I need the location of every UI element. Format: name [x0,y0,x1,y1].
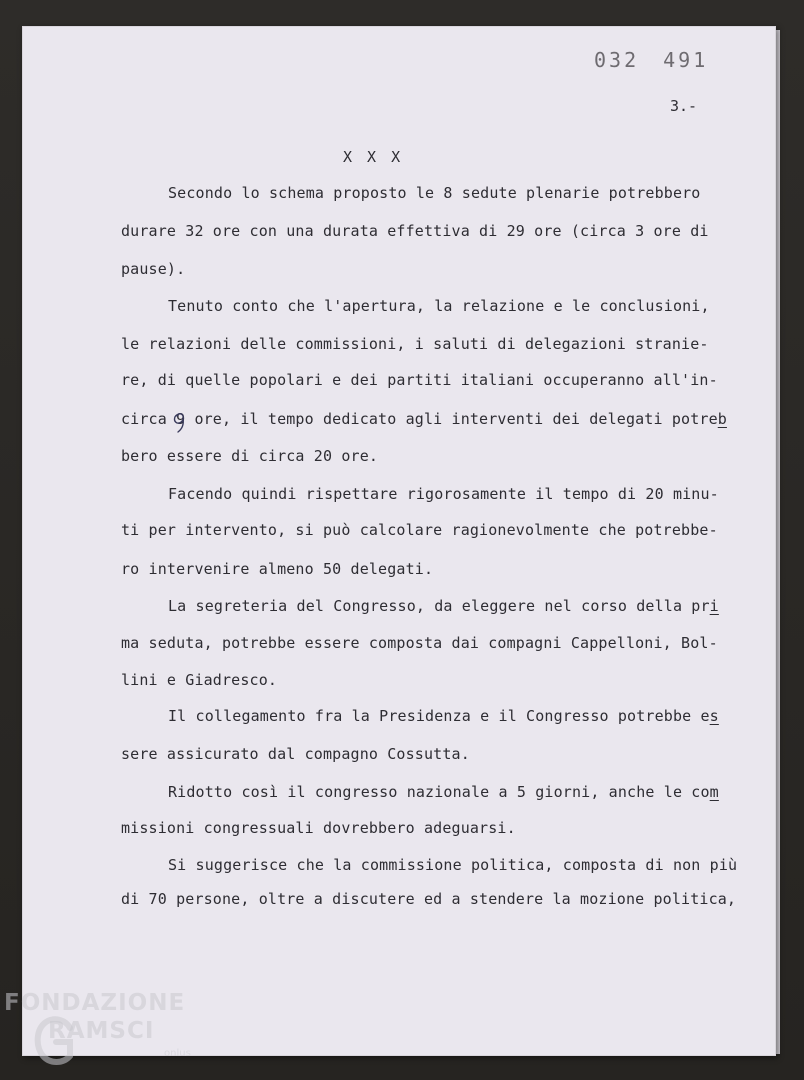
archive-number-part-1: 032 [594,48,640,72]
line-text: ma seduta, potrebbe essere composta dai compagni Cappelloni, Bol- [121,634,718,652]
typed-line [121,335,709,353]
line-text: circa 9 ore, il tempo dedicato agli interventi dei delegati potre [121,410,718,428]
line-text: re, di quelle popolari e dei partiti italiani occuperanno all'in- [121,371,718,389]
line-text: ti per intervento, si può calcolare ragionevolmente che potrebbe- [121,521,718,539]
line-text: sere assicurato dal compagno Cossutta. [121,745,470,763]
line-text: Si suggerisce che la commissione politica, composta di non più [168,856,738,874]
typed-line [168,485,719,503]
page-number: 3.- [670,97,698,115]
underlined-text: i [709,597,719,615]
line-text: lini e Giadresco. [121,671,278,689]
typed-line [168,783,719,801]
underlined-text: m [709,783,719,801]
watermark-suffix: onlus [164,1048,191,1059]
typed-line [121,560,433,578]
line-text: La segreteria del Congresso, da eleggere nel corso della pr [168,597,710,615]
typed-line [168,297,710,315]
archive-number-part-2: 491 [663,48,709,72]
line-text: durare 32 ore con una durata effettiva di 29 ore (circa 3 ore di [121,222,709,240]
line-text: le relazioni delle commissioni, i saluti di delegazioni straniе- [121,335,709,353]
typed-line [121,371,718,389]
typed-line [121,890,736,908]
line-text: missioni congressuali dovrebbero adeguarsi. [121,819,516,837]
typed-line [121,819,516,837]
typed-line [121,521,718,539]
line-text: Facendo quindi rispettare rigorosamente il tempo di 20 minu- [168,485,719,503]
watermark-line-2: RAMSCI [48,1018,155,1044]
underlined-text: s [709,707,719,725]
archive-stamp-number [594,48,708,72]
typed-line [121,410,727,428]
typed-line [121,260,185,278]
typed-line [121,671,277,689]
typed-line [168,707,719,725]
underlined-text: b [717,410,727,428]
line-text: pause). [121,260,186,278]
typed-line [121,447,378,465]
typed-line [121,745,470,763]
typed-line [168,856,737,874]
line-text: bero essere di circa 20 ore. [121,447,379,465]
handwritten-correction-mark [172,412,186,434]
typed-line [168,597,719,615]
section-mark: X X X [343,148,404,166]
line-text: Secondo lo schema proposto le 8 sedute plenarie potrebbero [168,184,701,202]
typed-line [168,184,700,202]
typed-line [121,222,709,240]
typed-line [121,634,718,652]
line-text: Ridotto così il congresso nazionale a 5 giorni, anche le co [168,783,710,801]
line-text: Tenuto conto che l'apertura, la relazione e le conclusioni, [168,297,710,315]
line-text: di 70 persone, oltre a discutere ed a stendere la mozione politica, [121,890,737,908]
line-text: Il collegamento fra la Presidenza e il Congresso potrebbe e [168,707,710,725]
line-text: ro intervenire almeno 50 delegati. [121,560,434,578]
fondazione-gramsci-watermark [4,990,204,1070]
watermark-line-1: FONDAZIONE [4,990,186,1016]
